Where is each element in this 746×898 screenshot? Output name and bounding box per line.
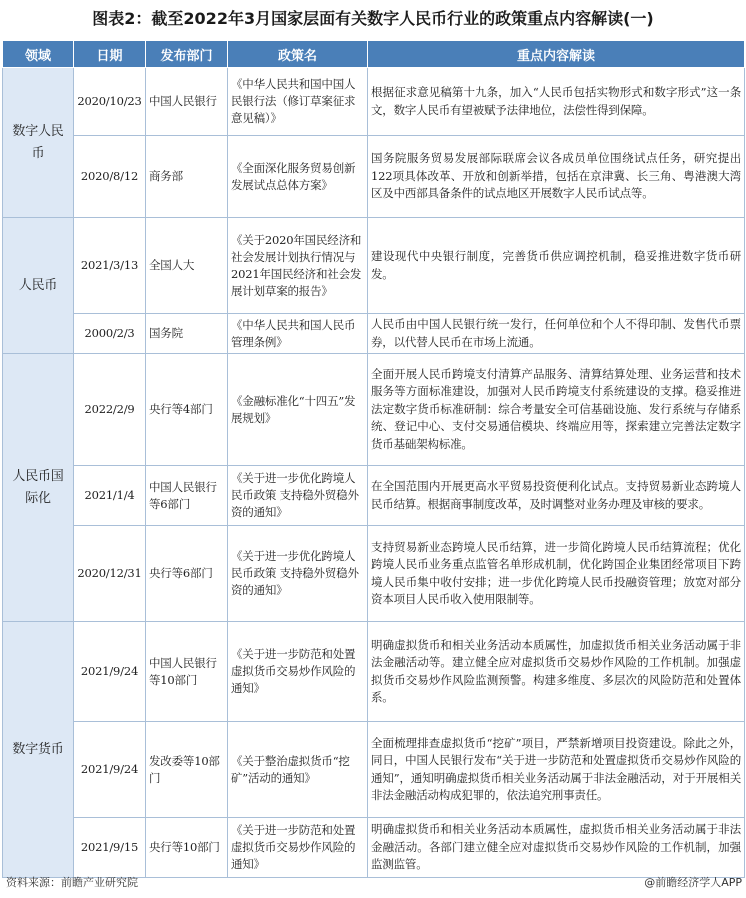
policy-cell: 《中华人民共和国中国人民银行法（修订草案征求意见稿）》 <box>228 68 368 136</box>
footer <box>0 872 746 892</box>
date-cell: 2022/2/9 <box>74 354 146 466</box>
source-note: 资料来源：前瞻产业研究院 <box>6 876 138 889</box>
policy-cell: 《关于进一步优化跨境人民币政策 支持稳外贸稳外资的通知》 <box>228 466 368 526</box>
content-cell: 明确虚拟货币和相关业务活动本质属性，加虚拟货币相关业务活动属于非法金融活动等。建立健全应对虚拟货币交易炒作风险的工作机制。加强虚拟货币交易炒作风险监测预警。构建多维度、多层次的风险防范和处置体系。 <box>368 622 745 722</box>
content-cell: 全面梳理排查虚拟货币“挖矿”项目，严禁新增项目投资建设。除此之外，同日，中国人民银行发布“关于进一步防范和处置虚拟货币交易炒作风险的通知”，通知明确虚拟货币相关业务活动属于非法金融活动，对于开展相关非法金融活动构成犯罪的，依法追究刑事责任。 <box>368 722 745 818</box>
date-cell: 2020/12/31 <box>74 526 146 622</box>
table-row <box>3 526 745 622</box>
table-row <box>3 68 745 136</box>
date-cell: 2020/8/12 <box>74 136 146 218</box>
brand-credit: @前瞻经济学人APP <box>644 876 742 889</box>
table-row <box>3 622 745 722</box>
policy-table <box>2 40 745 878</box>
header-date: 日期 <box>74 41 146 68</box>
domain-cell: 数字人民币 <box>3 68 74 218</box>
content-cell: 支持贸易新业态跨境人民币结算，进一步简化跨境人民币结算流程；优化跨境人民币业务重点监管名单形成机制，优化跨国企业集团经常项目下跨境人民币集中收付安排；进一步优化跨境人民币投融资管理；放宽对部分资本项目人民币收入使用限制等。 <box>368 526 745 622</box>
table-row <box>3 314 745 354</box>
table-row <box>3 218 745 314</box>
table-header-row <box>3 41 745 68</box>
content-cell: 在全国范围内开展更高水平贸易投资便利化试点。支持贸易新业态跨境人民币结算。根据商事制度改革，及时调整对业务办理及审核的要求。 <box>368 466 745 526</box>
date-cell: 2021/1/4 <box>74 466 146 526</box>
policy-cell: 《关于2020年国民经济和社会发展计划执行情况与2021年国民经济和社会发展计划草案的报告》 <box>228 218 368 314</box>
dept-cell: 国务院 <box>146 314 228 354</box>
header-policy: 政策名 <box>228 41 368 68</box>
dept-cell: 中国人民银行等10部门 <box>146 622 228 722</box>
domain-cell: 人民币 <box>3 218 74 354</box>
policy-cell: 《关于进一步防范和处置虚拟货币交易炒作风险的通知》 <box>228 818 368 878</box>
content-cell: 建设现代中央银行制度，完善货币供应调控机制，稳妥推进数字货币研发。 <box>368 218 745 314</box>
domain-cell: 数字货币 <box>3 622 74 878</box>
content-cell: 人民币由中国人民银行统一发行，任何单位和个人不得印制、发售代币票券，以代替人民币在市场上流通。 <box>368 314 745 354</box>
date-cell: 2000/2/3 <box>74 314 146 354</box>
page-title: 图表2：截至2022年3月国家层面有关数字人民币行业的政策重点内容解读(一) <box>92 9 654 28</box>
dept-cell: 中国人民银行 <box>146 68 228 136</box>
table-row <box>3 354 745 466</box>
policy-cell: 《关于进一步优化跨境人民币政策 支持稳外贸稳外资的通知》 <box>228 526 368 622</box>
content-cell: 国务院服务贸易发展部际联席会议各成员单位围绕试点任务，研究提出122项具体改革、开放和创新举措，包括在京津冀、长三角、粤港澳大湾区及中西部具备条件的试点地区开展数字人民币试点等。 <box>368 136 745 218</box>
policy-cell: 《中华人民共和国人民币管理条例》 <box>228 314 368 354</box>
date-cell: 2021/9/15 <box>74 818 146 878</box>
header-domain: 领域 <box>3 41 74 68</box>
dept-cell: 商务部 <box>146 136 228 218</box>
header-content: 重点内容解读 <box>368 41 745 68</box>
policy-cell: 《全面深化服务贸易创新发展试点总体方案》 <box>228 136 368 218</box>
policy-cell: 《金融标准化“十四五”发展规划》 <box>228 354 368 466</box>
domain-cell: 人民币国际化 <box>3 354 74 622</box>
date-cell: 2021/9/24 <box>74 722 146 818</box>
policy-cell: 《关于进一步防范和处置虚拟货币交易炒作风险的通知》 <box>228 622 368 722</box>
policy-cell: 《关于整治虚拟货币“挖矿”活动的通知》 <box>228 722 368 818</box>
date-cell: 2021/9/24 <box>74 622 146 722</box>
date-cell: 2021/3/13 <box>74 218 146 314</box>
dept-cell: 发改委等10部门 <box>146 722 228 818</box>
content-cell: 明确虚拟货币和相关业务活动本质属性，虚拟货币相关业务活动属于非法金融活动。各部门建立健全应对虚拟货币交易炒作风险的工作机制，加强监测监管。 <box>368 818 745 878</box>
date-cell: 2020/10/23 <box>74 68 146 136</box>
content-cell: 根据征求意见稿第十九条，加入“人民币包括实物形式和数字形式”这一条文，数字人民币有望被赋予法律地位，法偿性得到保障。 <box>368 68 745 136</box>
table-row <box>3 136 745 218</box>
dept-cell: 中国人民银行等6部门 <box>146 466 228 526</box>
header-dept: 发布部门 <box>146 41 228 68</box>
table-row <box>3 722 745 818</box>
dept-cell: 央行等10部门 <box>146 818 228 878</box>
table-row <box>3 466 745 526</box>
table-row <box>3 818 745 878</box>
dept-cell: 央行等4部门 <box>146 354 228 466</box>
content-cell: 全面开展人民币跨境支付清算产品服务、清算结算处理、业务运营和技术服务等方面标准建设，加强对人民币跨境支付系统建设的支撑。稳妥推进法定数字货币标准研制：综合考量安全可信基础设施、发行系统与存储系统、登记中心、支付交易通信模块、终端应用等，探索建立完善法定数字货币基础架构标准。 <box>368 354 745 466</box>
dept-cell: 央行等6部门 <box>146 526 228 622</box>
dept-cell: 全国人大 <box>146 218 228 314</box>
